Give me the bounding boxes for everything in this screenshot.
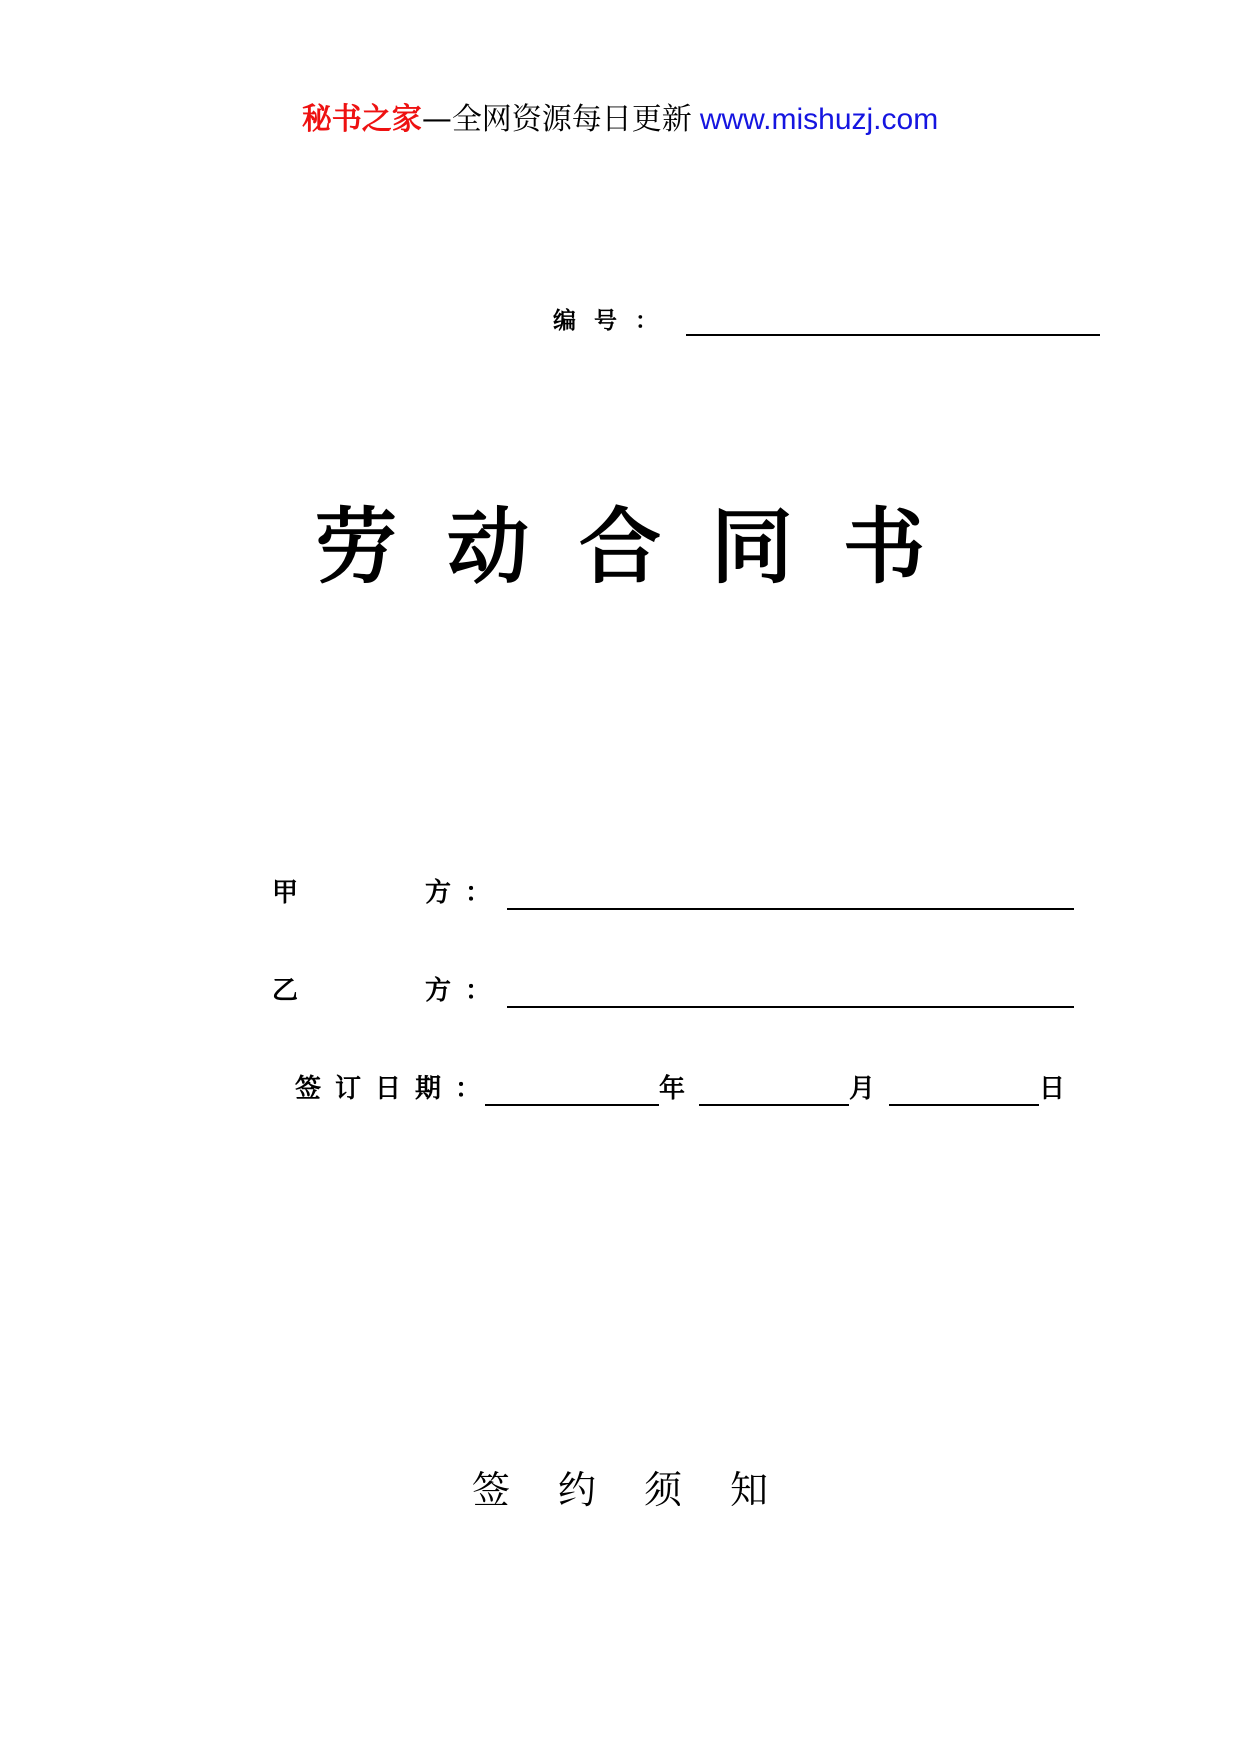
header-tagline: —全网资源每日更新 (421, 102, 692, 137)
party-b-blank[interactable] (507, 978, 1074, 1008)
party-b-colon: ： (465, 976, 492, 1006)
party-a-row (272, 870, 1074, 910)
party-a-blank[interactable] (507, 880, 1074, 910)
party-b-label-char2: 方 (425, 976, 452, 1006)
signing-notice-heading: 签约须知 (471, 1468, 816, 1512)
party-b-label-char1: 乙 (272, 976, 299, 1006)
signing-date-label: 签订日期： (295, 1074, 496, 1104)
year-blank[interactable] (485, 1076, 659, 1106)
serial-number-row (553, 300, 1100, 336)
party-b-row (272, 968, 1074, 1008)
month-blank[interactable] (699, 1076, 849, 1106)
serial-number-blank[interactable] (686, 306, 1100, 336)
day-label: 日 (1039, 1074, 1066, 1104)
signing-date-row (295, 1066, 1079, 1106)
site-url-link[interactable]: www.mishuzj.com (699, 103, 939, 136)
party-a-colon: ： (465, 878, 492, 908)
party-a-label-char1: 甲 (272, 878, 299, 908)
year-label: 年 (659, 1074, 686, 1104)
site-header (0, 100, 1240, 140)
serial-number-label: 编号： (553, 308, 676, 334)
day-blank[interactable] (889, 1076, 1039, 1106)
month-label: 月 (849, 1074, 876, 1104)
party-a-label-char2: 方 (425, 878, 452, 908)
brand-name: 秘书之家 (301, 102, 422, 137)
document-title: 劳动合同书 (314, 500, 975, 595)
